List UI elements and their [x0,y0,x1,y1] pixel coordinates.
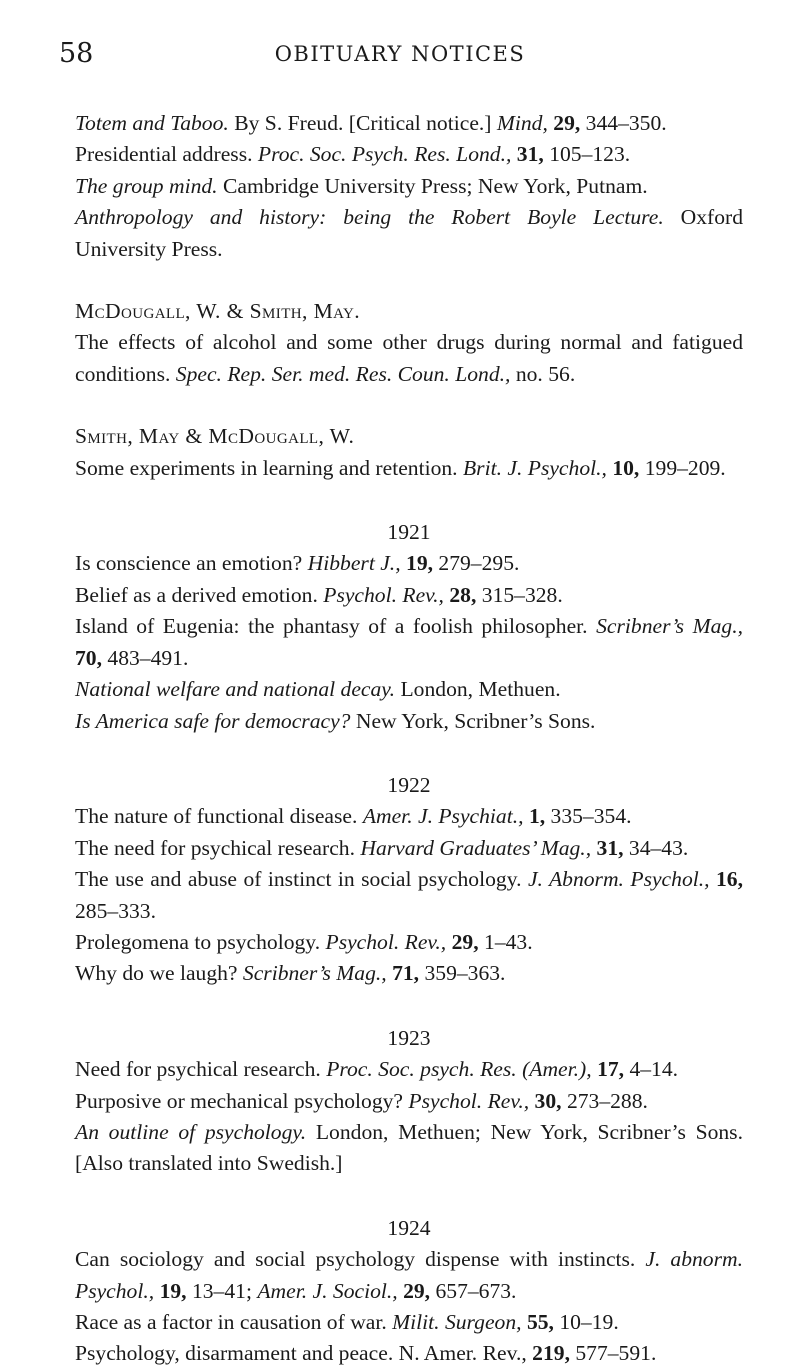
entry-text: Why do we laugh? [75,961,243,986]
entry-text: 335–354. [545,804,632,829]
entry-text: 359–363. [419,961,506,986]
entry-text: Psychology, disarmament and peace. N. Amer. Rev., [75,1341,533,1366]
entry-italic-text: Proc. Soc. psych. Res. (Amer.), [326,1057,592,1082]
entry-italic-text: Scribner’s Mag., [596,614,743,639]
bibliography-entry [75,611,743,674]
entry-text: Is conscience an emotion? [75,551,308,576]
bibliography-entry [75,864,743,927]
year-heading: 1924 [387,1215,431,1240]
bibliography-entry [75,1338,743,1369]
entry-italic-text: Spec. Rep. Ser. med. Res. Coun. Lond., [175,361,511,386]
bibliography-entry [75,453,743,484]
entry-italic-text: Harvard Graduates’ Mag., [360,835,592,860]
entry-italic-text: Psychol. Rev., [408,1088,530,1113]
bibliography-entry [75,171,743,202]
entry-italic-text: Proc. Soc. Psych. Res. Lond., [257,142,512,167]
bibliography-entry [75,327,743,390]
entry-volume: 219, [532,1341,570,1366]
entry-italic-text: J. Abnorm. Psychol., [527,867,710,892]
entry-text: Can sociology and social psychology dispense with instincts. [75,1247,646,1272]
entry-volume: 29, [451,929,479,954]
bibliography-entry [75,548,743,579]
year-heading: 1921 [387,520,431,545]
entry-italic-text: Milit. Surgeon, [392,1310,522,1334]
entry-volume: 30, [534,1088,562,1113]
bibliography-entry [75,108,743,139]
bibliography-entry [75,833,743,864]
entry-italic-text: J. abnorm. Psychol., [75,1247,743,1303]
entry-text: The nature of functional disease. [75,804,363,829]
entry-volume: 71, [392,961,420,986]
entry-italic-text: Amer. J. Sociol., [257,1278,398,1303]
entry-volume: 16, [715,867,743,892]
author-heading: Smith, May & McDougall, W. [75,424,355,449]
entry-text: 4–14. [624,1057,679,1082]
entry-volume: 10, [612,455,640,480]
entry-text: 105–123. [543,142,631,167]
bibliography-entry [75,674,743,705]
entry-italic-text: Mind, [496,111,548,135]
entry-text: 34–43. [623,835,689,860]
entry-text: London, Methuen. [395,677,561,702]
entry-text: Belief as a derived emotion. [75,582,324,607]
entry-text: 10–19. [553,1310,619,1334]
bibliography-entry [75,927,743,958]
entry-italic-text: Brit. J. Psychol., [462,455,607,480]
entry-italic-text: An outline of psychology. [75,1119,307,1144]
bibliography-entry [75,580,743,611]
entry-text: The use and abuse of instinct in social psychology. [75,867,528,892]
entry-italic-text: Psychol. Rev., [323,582,444,607]
entry-volume: 1, [528,804,546,829]
entry-text: no. 56. [510,361,576,386]
entry-text: Some experiments in learning and retention. [75,455,463,480]
entry-text: 657–673. [430,1278,517,1303]
entry-italic-text: Is America safe for democracy? [75,708,351,733]
entry-text: By S. Freud. [Critical notice.] [228,111,497,135]
entry-text: 273–288. [561,1088,648,1113]
entry-italic-text: Totem and Taboo. [75,111,229,135]
entry-volume: 31, [516,142,544,167]
entry-italic-text: Hibbert J., [307,551,401,576]
year-heading: 1922 [387,772,431,797]
year-heading: 1923 [387,1025,431,1050]
entry-volume: 31, [596,835,624,860]
bibliography-entry [75,1086,743,1117]
entry-italic-text: Amer. J. Psychiat., [362,804,524,829]
entry-text: Island of Eugenia: the phantasy of a foolish philosopher. [75,614,597,639]
entry-italic-text: The group mind. [75,173,218,198]
entry-text: Purposive or mechanical psychology? [75,1088,409,1113]
entry-text: 285–333. [75,898,156,923]
entry-text: 199–209. [639,455,726,480]
page-number: 58 [59,38,94,69]
entry-italic-text: Psychol. Rev., [325,929,447,954]
entry-volume: 28, [449,582,477,607]
entry-text: Race as a factor in causation of war. [75,1310,393,1334]
entry-text: New York, Scribner’s Sons. [350,708,596,733]
bibliography-entry [75,706,743,737]
bibliography-entry [75,958,743,989]
bibliography-entry [75,1244,743,1307]
entry-italic-text: National welfare and national decay. [75,677,396,702]
entry-volume: 19, [406,551,434,576]
entry-volume: 29, [403,1278,431,1303]
entry-italic-text: Scribner’s Mag., [242,961,387,986]
entry-text: The need for psychical research. [75,835,361,860]
entry-volume: 55, [526,1310,554,1334]
author-heading: McDougall, W. & Smith, May. [75,299,361,324]
bibliography-entry [75,801,743,832]
entry-text: 577–591. [569,1341,657,1366]
entry-text: 483–491. [102,645,189,670]
entry-text: 315–328. [476,582,563,607]
entry-text: 1–43. [478,929,533,954]
bibliography-entry [75,1307,743,1338]
entry-text: Presidential address. [75,142,258,167]
entry-text: Cambridge University Press; New York, Putnam. [217,173,648,198]
entry-volume: 17, [597,1057,625,1082]
entry-text: Prolegomena to psychology. [75,929,326,954]
entry-text: The effects of alcohol and some other drugs during normal and fatigued conditions. [75,330,743,386]
bibliography-entry [75,139,743,170]
bibliography-entry [75,1117,743,1180]
entry-text: Oxford University Press. [75,205,743,261]
entry-volume: 70, [75,645,102,670]
entry-italic-text: Anthropology and history: being the Robert Boyle Lecture. [75,205,664,230]
bibliography-list [75,108,743,1370]
entry-text: 344–350. [580,111,667,135]
page-header [59,34,741,74]
bibliography-entry [75,1054,743,1085]
bibliography-entry [75,202,743,265]
entry-volume: 19, [159,1278,187,1303]
entry-text: London, Methuen; New York, Scribner’s Sons. [Also translated into Swedish.] [75,1119,743,1176]
entry-text: 13–41; [186,1278,258,1303]
entry-volume: 29, [553,111,581,135]
entry-text: 279–295. [433,551,520,576]
entry-text: Need for psychical research. [75,1057,327,1082]
running-title: OBITUARY NOTICES [274,42,526,66]
